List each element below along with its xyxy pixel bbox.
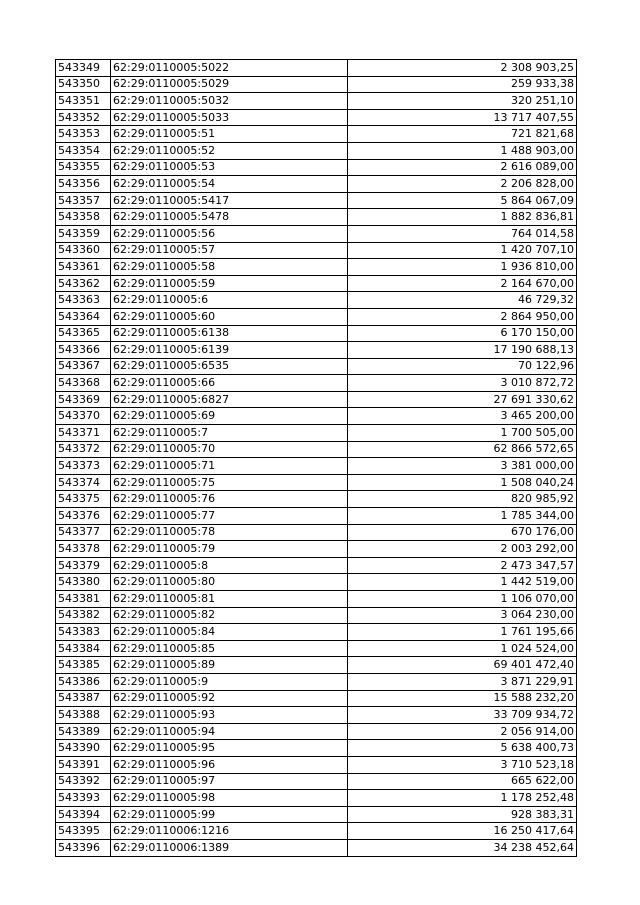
cadastral-value-cell: 259 933,38 bbox=[348, 76, 577, 93]
row-id-cell: 543367 bbox=[56, 358, 111, 375]
cadastral-number-cell: 62:29:0110005:71 bbox=[111, 458, 348, 475]
row-id-cell: 543393 bbox=[56, 790, 111, 807]
cadastral-number-cell: 62:29:0110005:5022 bbox=[111, 60, 348, 77]
cadastral-value-cell: 2 056 914,00 bbox=[348, 723, 577, 740]
row-id-cell: 543389 bbox=[56, 723, 111, 740]
row-id-cell: 543386 bbox=[56, 673, 111, 690]
table-body bbox=[56, 60, 577, 857]
row-id-cell: 543368 bbox=[56, 375, 111, 392]
cadastral-number-cell: 62:29:0110005:96 bbox=[111, 756, 348, 773]
cadastral-number-cell: 62:29:0110005:59 bbox=[111, 275, 348, 292]
cadastral-value-cell: 3 381 000,00 bbox=[348, 458, 577, 475]
row-id-cell: 543362 bbox=[56, 275, 111, 292]
row-id-cell: 543355 bbox=[56, 159, 111, 176]
table-row bbox=[56, 823, 577, 840]
row-id-cell: 543381 bbox=[56, 591, 111, 608]
row-id-cell: 543388 bbox=[56, 707, 111, 724]
cadastral-value-cell: 16 250 417,64 bbox=[348, 823, 577, 840]
row-id-cell: 543352 bbox=[56, 109, 111, 126]
row-id-cell: 543376 bbox=[56, 508, 111, 525]
row-id-cell: 543392 bbox=[56, 773, 111, 790]
cadastral-number-cell: 62:29:0110005:98 bbox=[111, 790, 348, 807]
table-row bbox=[56, 176, 577, 193]
row-id-cell: 543358 bbox=[56, 209, 111, 226]
cadastral-number-cell: 62:29:0110005:81 bbox=[111, 591, 348, 608]
cadastral-number-cell: 62:29:0110005:6138 bbox=[111, 325, 348, 342]
table-row bbox=[56, 109, 577, 126]
table-row bbox=[56, 574, 577, 591]
row-id-cell: 543395 bbox=[56, 823, 111, 840]
row-id-cell: 543384 bbox=[56, 640, 111, 657]
table-row bbox=[56, 524, 577, 541]
row-id-cell: 543383 bbox=[56, 624, 111, 641]
row-id-cell: 543394 bbox=[56, 806, 111, 823]
table-row bbox=[56, 159, 577, 176]
table-row bbox=[56, 425, 577, 442]
cadastral-value-cell: 2 206 828,00 bbox=[348, 176, 577, 193]
cadastral-number-cell: 62:29:0110005:6139 bbox=[111, 342, 348, 359]
cadastral-value-cell: 320 251,10 bbox=[348, 93, 577, 110]
cadastral-value-cell: 5 864 067,09 bbox=[348, 192, 577, 209]
cadastral-value-cell: 3 465 200,00 bbox=[348, 408, 577, 425]
cadastral-value-cell: 2 308 903,25 bbox=[348, 60, 577, 77]
cadastral-number-cell: 62:29:0110005:5478 bbox=[111, 209, 348, 226]
cadastral-value-cell: 27 691 330,62 bbox=[348, 391, 577, 408]
cadastral-value-cell: 3 710 523,18 bbox=[348, 756, 577, 773]
table-row bbox=[56, 690, 577, 707]
row-id-cell: 543360 bbox=[56, 242, 111, 259]
row-id-cell: 543349 bbox=[56, 60, 111, 77]
row-id-cell: 543390 bbox=[56, 740, 111, 757]
cadastral-value-cell: 2 473 347,57 bbox=[348, 557, 577, 574]
table-row bbox=[56, 541, 577, 558]
table-row bbox=[56, 441, 577, 458]
table-row bbox=[56, 640, 577, 657]
row-id-cell: 543374 bbox=[56, 474, 111, 491]
cadastral-number-cell: 62:29:0110005:6535 bbox=[111, 358, 348, 375]
cadastral-value-cell: 1 936 810,00 bbox=[348, 259, 577, 276]
row-id-cell: 543391 bbox=[56, 756, 111, 773]
cadastral-number-cell: 62:29:0110005:51 bbox=[111, 126, 348, 143]
table-row bbox=[56, 790, 577, 807]
table-row bbox=[56, 508, 577, 525]
cadastral-number-cell: 62:29:0110005:97 bbox=[111, 773, 348, 790]
row-id-cell: 543377 bbox=[56, 524, 111, 541]
cadastral-number-cell: 62:29:0110005:69 bbox=[111, 408, 348, 425]
table-row bbox=[56, 325, 577, 342]
cadastral-number-cell: 62:29:0110006:1389 bbox=[111, 839, 348, 856]
cadastral-number-cell: 62:29:0110005:9 bbox=[111, 673, 348, 690]
table-row bbox=[56, 607, 577, 624]
cadastral-value-cell: 3 871 229,91 bbox=[348, 673, 577, 690]
row-id-cell: 543396 bbox=[56, 839, 111, 856]
row-id-cell: 543378 bbox=[56, 541, 111, 558]
row-id-cell: 543357 bbox=[56, 192, 111, 209]
table-row bbox=[56, 126, 577, 143]
cadastral-value-cell: 15 588 232,20 bbox=[348, 690, 577, 707]
cadastral-value-cell: 1 488 903,00 bbox=[348, 142, 577, 159]
table-row bbox=[56, 259, 577, 276]
cadastral-value-cell: 17 190 688,13 bbox=[348, 342, 577, 359]
cadastral-value-cell: 2 864 950,00 bbox=[348, 308, 577, 325]
cadastral-number-cell: 62:29:0110005:53 bbox=[111, 159, 348, 176]
cadastral-value-table bbox=[55, 59, 577, 857]
table-row bbox=[56, 707, 577, 724]
table-row bbox=[56, 740, 577, 757]
cadastral-number-cell: 62:29:0110006:1216 bbox=[111, 823, 348, 840]
table-row bbox=[56, 209, 577, 226]
table-row bbox=[56, 342, 577, 359]
table-row bbox=[56, 806, 577, 823]
table-row bbox=[56, 375, 577, 392]
cadastral-number-cell: 62:29:0110005:75 bbox=[111, 474, 348, 491]
cadastral-number-cell: 62:29:0110005:92 bbox=[111, 690, 348, 707]
cadastral-value-cell: 3 010 872,72 bbox=[348, 375, 577, 392]
cadastral-value-cell: 1 178 252,48 bbox=[348, 790, 577, 807]
table-row bbox=[56, 624, 577, 641]
cadastral-value-cell: 1 106 070,00 bbox=[348, 591, 577, 608]
row-id-cell: 543359 bbox=[56, 225, 111, 242]
cadastral-value-cell: 3 064 230,00 bbox=[348, 607, 577, 624]
table-row bbox=[56, 391, 577, 408]
table-row bbox=[56, 225, 577, 242]
table-row bbox=[56, 93, 577, 110]
cadastral-number-cell: 62:29:0110005:85 bbox=[111, 640, 348, 657]
cadastral-number-cell: 62:29:0110005:57 bbox=[111, 242, 348, 259]
cadastral-value-cell: 1 442 519,00 bbox=[348, 574, 577, 591]
row-id-cell: 543371 bbox=[56, 425, 111, 442]
cadastral-number-cell: 62:29:0110005:6 bbox=[111, 292, 348, 309]
cadastral-value-cell: 6 170 150,00 bbox=[348, 325, 577, 342]
cadastral-value-cell: 33 709 934,72 bbox=[348, 707, 577, 724]
table-row bbox=[56, 491, 577, 508]
cadastral-number-cell: 62:29:0110005:7 bbox=[111, 425, 348, 442]
cadastral-number-cell: 62:29:0110005:84 bbox=[111, 624, 348, 641]
cadastral-value-cell: 1 420 707,10 bbox=[348, 242, 577, 259]
cadastral-value-cell: 670 176,00 bbox=[348, 524, 577, 541]
row-id-cell: 543373 bbox=[56, 458, 111, 475]
cadastral-value-cell: 34 238 452,64 bbox=[348, 839, 577, 856]
cadastral-number-cell: 62:29:0110005:6827 bbox=[111, 391, 348, 408]
cadastral-value-cell: 1 785 344,00 bbox=[348, 508, 577, 525]
row-id-cell: 543361 bbox=[56, 259, 111, 276]
cadastral-number-cell: 62:29:0110005:89 bbox=[111, 657, 348, 674]
row-id-cell: 543369 bbox=[56, 391, 111, 408]
cadastral-number-cell: 62:29:0110005:93 bbox=[111, 707, 348, 724]
cadastral-value-cell: 2 616 089,00 bbox=[348, 159, 577, 176]
table-row bbox=[56, 474, 577, 491]
cadastral-value-cell: 820 985,92 bbox=[348, 491, 577, 508]
cadastral-number-cell: 62:29:0110005:54 bbox=[111, 176, 348, 193]
row-id-cell: 543379 bbox=[56, 557, 111, 574]
table-row bbox=[56, 723, 577, 740]
table-row bbox=[56, 839, 577, 856]
row-id-cell: 543375 bbox=[56, 491, 111, 508]
row-id-cell: 543353 bbox=[56, 126, 111, 143]
cadastral-number-cell: 62:29:0110005:56 bbox=[111, 225, 348, 242]
cadastral-number-cell: 62:29:0110005:95 bbox=[111, 740, 348, 757]
cadastral-number-cell: 62:29:0110005:77 bbox=[111, 508, 348, 525]
cadastral-number-cell: 62:29:0110005:5417 bbox=[111, 192, 348, 209]
table-row bbox=[56, 673, 577, 690]
row-id-cell: 543366 bbox=[56, 342, 111, 359]
cadastral-value-cell: 1 700 505,00 bbox=[348, 425, 577, 442]
cadastral-number-cell: 62:29:0110005:70 bbox=[111, 441, 348, 458]
cadastral-number-cell: 62:29:0110005:94 bbox=[111, 723, 348, 740]
table-row bbox=[56, 591, 577, 608]
row-id-cell: 543364 bbox=[56, 308, 111, 325]
cadastral-value-cell: 928 383,31 bbox=[348, 806, 577, 823]
row-id-cell: 543382 bbox=[56, 607, 111, 624]
cadastral-number-cell: 62:29:0110005:99 bbox=[111, 806, 348, 823]
row-id-cell: 543380 bbox=[56, 574, 111, 591]
row-id-cell: 543365 bbox=[56, 325, 111, 342]
cadastral-value-cell: 1 761 195,66 bbox=[348, 624, 577, 641]
cadastral-number-cell: 62:29:0110005:80 bbox=[111, 574, 348, 591]
cadastral-number-cell: 62:29:0110005:58 bbox=[111, 259, 348, 276]
row-id-cell: 543387 bbox=[56, 690, 111, 707]
row-id-cell: 543351 bbox=[56, 93, 111, 110]
table-row bbox=[56, 242, 577, 259]
cadastral-number-cell: 62:29:0110005:52 bbox=[111, 142, 348, 159]
cadastral-number-cell: 62:29:0110005:60 bbox=[111, 308, 348, 325]
cadastral-value-cell: 13 717 407,55 bbox=[348, 109, 577, 126]
table-row bbox=[56, 192, 577, 209]
cadastral-number-cell: 62:29:0110005:66 bbox=[111, 375, 348, 392]
cadastral-value-cell: 2 164 670,00 bbox=[348, 275, 577, 292]
cadastral-value-cell: 665 622,00 bbox=[348, 773, 577, 790]
row-id-cell: 543372 bbox=[56, 441, 111, 458]
cadastral-number-cell: 62:29:0110005:5029 bbox=[111, 76, 348, 93]
table-row bbox=[56, 275, 577, 292]
table-row bbox=[56, 773, 577, 790]
cadastral-value-cell: 1 882 836,81 bbox=[348, 209, 577, 226]
cadastral-value-cell: 69 401 472,40 bbox=[348, 657, 577, 674]
cadastral-number-cell: 62:29:0110005:5032 bbox=[111, 93, 348, 110]
cadastral-value-cell: 5 638 400,73 bbox=[348, 740, 577, 757]
row-id-cell: 543354 bbox=[56, 142, 111, 159]
table-row bbox=[56, 458, 577, 475]
table-row bbox=[56, 408, 577, 425]
table-row bbox=[56, 292, 577, 309]
cadastral-value-cell: 764 014,58 bbox=[348, 225, 577, 242]
row-id-cell: 543350 bbox=[56, 76, 111, 93]
table-row bbox=[56, 308, 577, 325]
cadastral-value-cell: 1 024 524,00 bbox=[348, 640, 577, 657]
row-id-cell: 543356 bbox=[56, 176, 111, 193]
table-row bbox=[56, 76, 577, 93]
row-id-cell: 543363 bbox=[56, 292, 111, 309]
cadastral-number-cell: 62:29:0110005:79 bbox=[111, 541, 348, 558]
table-row bbox=[56, 657, 577, 674]
cadastral-number-cell: 62:29:0110005:82 bbox=[111, 607, 348, 624]
cadastral-value-cell: 46 729,32 bbox=[348, 292, 577, 309]
cadastral-value-cell: 62 866 572,65 bbox=[348, 441, 577, 458]
table-row bbox=[56, 60, 577, 77]
cadastral-value-cell: 1 508 040,24 bbox=[348, 474, 577, 491]
table-row bbox=[56, 142, 577, 159]
cadastral-number-cell: 62:29:0110005:5033 bbox=[111, 109, 348, 126]
cadastral-value-cell: 2 003 292,00 bbox=[348, 541, 577, 558]
row-id-cell: 543385 bbox=[56, 657, 111, 674]
cadastral-value-cell: 721 821,68 bbox=[348, 126, 577, 143]
cadastral-number-cell: 62:29:0110005:78 bbox=[111, 524, 348, 541]
cadastral-number-cell: 62:29:0110005:76 bbox=[111, 491, 348, 508]
table-row bbox=[56, 358, 577, 375]
table-row bbox=[56, 756, 577, 773]
cadastral-number-cell: 62:29:0110005:8 bbox=[111, 557, 348, 574]
cadastral-value-cell: 70 122,96 bbox=[348, 358, 577, 375]
row-id-cell: 543370 bbox=[56, 408, 111, 425]
table-row bbox=[56, 557, 577, 574]
